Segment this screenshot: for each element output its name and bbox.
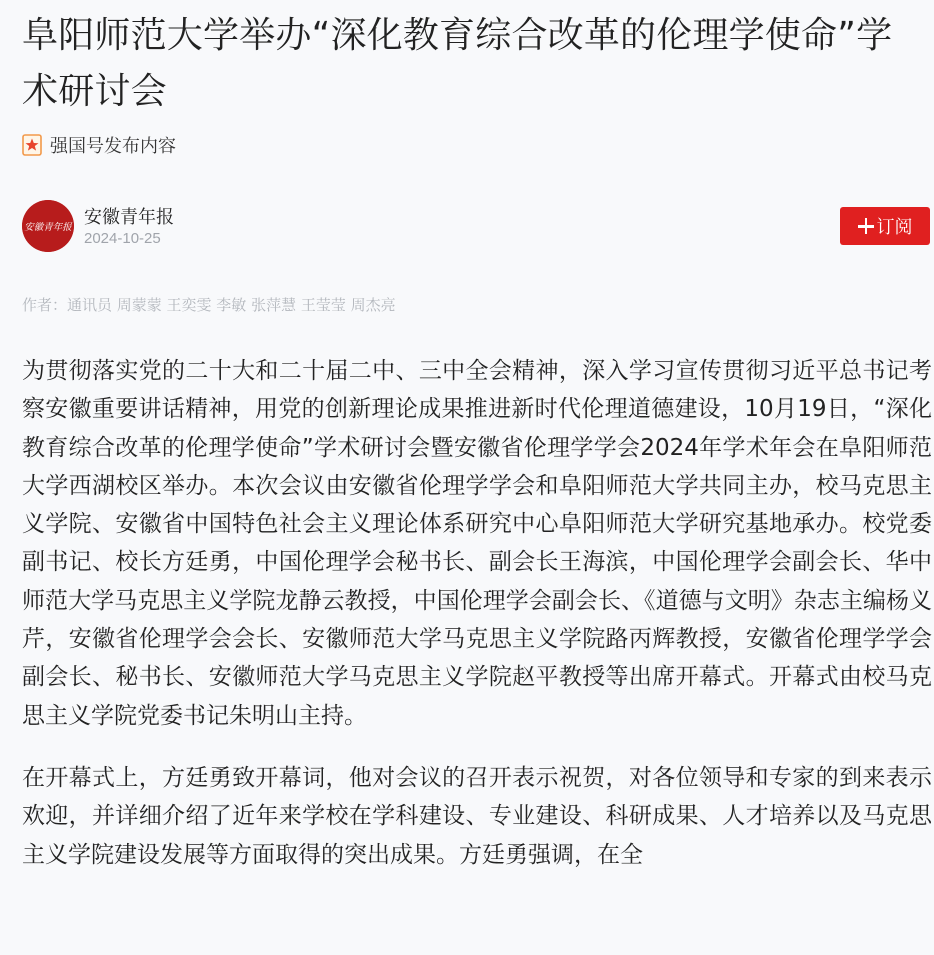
article-paragraph: 为贯彻落实党的二十大和二十届二中、三中全会精神，深入学习宣传贯彻习近平总书记考察安徽重要讲话精神，用党的创新理论成果推进新时代伦理道德建设，10月19日，“深化教育综合改革的伦理学使命”学术研讨会暨安徽省伦理学学会2024年学术年会在阜阳师范大学西湖校区举办。本次会议由安徽省伦理学学会和阜阳师范大学共同主办，校马克思主义学院、安徽省中国特色社会主义理论体系研究中心阜阳师范大学研究基地承办。校党委副书记、校长方廷勇，中国伦理学会秘书长、副会长王海滨，中国伦理学会副会长、华中师范大学马克思主义学院龙静云教授，中国伦理学会副会长、《道德与文明》杂志主编杨义芹，安徽省伦理学会会长、安徽师范大学马克思主义学院路丙辉教授，安徽省伦理学学会副会长、秘书长、安徽师范大学马克思主义学院赵平教授等出席开幕式。开幕式由校马克思主义学院党委书记朱明山主持。	[22, 358, 932, 729]
author-byline: 作者：通讯员 周蒙蒙 王奕雯 李敏 张萍慧 王莹莹 周杰亮	[22, 296, 396, 314]
subscribe-button[interactable]	[840, 207, 930, 245]
source-row	[22, 132, 176, 158]
qiangguo-star-icon	[22, 134, 42, 156]
avatar[interactable]	[22, 200, 74, 252]
plus-icon	[858, 218, 874, 234]
publish-date: 2024-10-25	[84, 230, 161, 247]
article-paragraph: 在开幕式上，方廷勇致开幕词，他对会议的召开表示祝贺，对各位领导和专家的到来表示欢迎，并详细介绍了近年来学校在学科建设、专业建设、科研成果、人才培养以及马克思主义学院建设发展等方面取得的突出成果。方廷勇强调，在全	[22, 764, 932, 868]
source-label: 强国号发布内容	[50, 136, 176, 157]
account-row	[22, 200, 932, 254]
article-body	[22, 352, 932, 898]
subscribe-label: 订阅	[876, 217, 913, 238]
avatar-text: 安徽青年报	[24, 222, 72, 233]
account-name[interactable]: 安徽青年报	[84, 207, 174, 228]
article-title: 阜阳师范大学举办“深化教育综合改革的伦理学使命”学术研讨会	[22, 15, 893, 112]
